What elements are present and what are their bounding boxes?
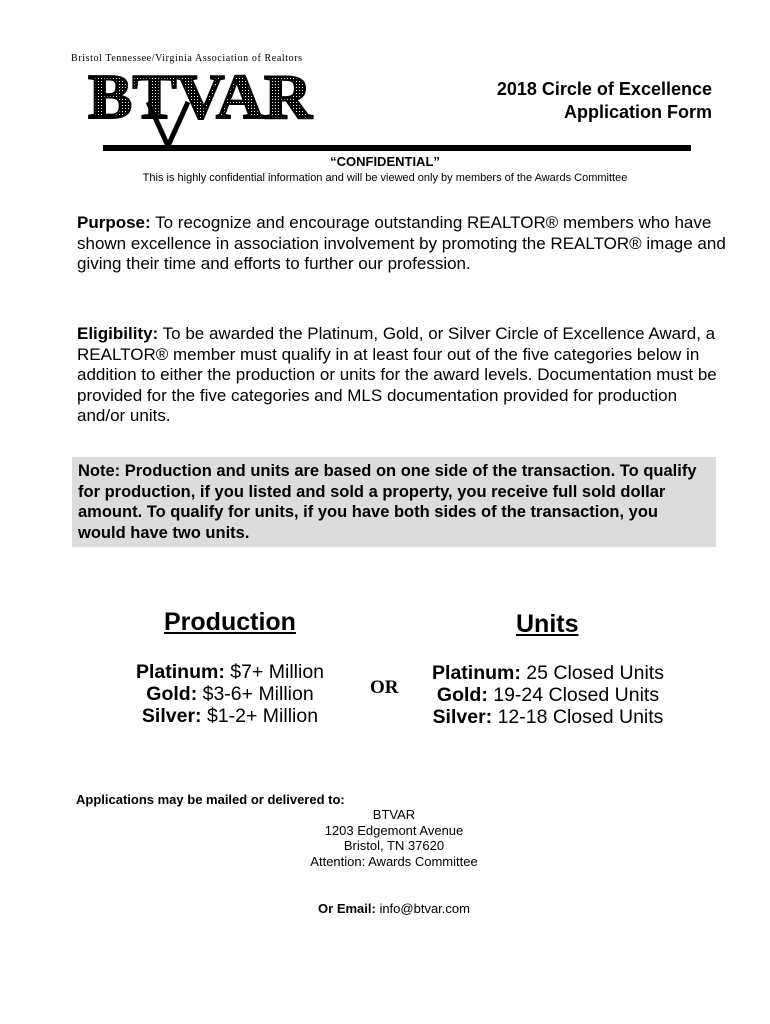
organization-name: Bristol Tennessee/Virginia Association of Realtors — [71, 53, 303, 64]
address-line: 1203 Edgemont Avenue — [324, 822, 464, 838]
eligibility-text: To be awarded the Platinum, Gold, or Silver Circle of Excellence Award, a REALTOR® member must qualify in at least four out of the five categories below in addition to either the production or units for the award levels. Documentation must be provided for the five categories and MLS documentation provided for production and/or units. — [77, 324, 717, 425]
level-value: $3-6+ Million — [197, 683, 314, 705]
level-label: Platinum: — [135, 661, 225, 683]
mailing-address — [200, 807, 588, 869]
form-title-line2: Application Form — [564, 102, 712, 122]
address-line: Bristol, TN 37620 — [343, 838, 445, 853]
header-divider — [103, 145, 691, 151]
purpose-label: Purpose: — [77, 213, 151, 232]
level-value: $1-2+ Million — [201, 705, 319, 727]
level-label: Silver: — [432, 706, 493, 728]
units-level-platinum — [420, 662, 676, 684]
note-text: Note: Production and units are based on one side of the transaction. To qualify for production, if you listed and sold a property, you receive full sold dollar amount. To qualify for units, if you have both sides of the transaction, you would have two units. — [78, 462, 697, 542]
level-label: Gold: — [436, 684, 488, 706]
purpose-text: To recognize and encourage outstanding REALTOR® members who have shown excellence in association involvement by promoting the REALTOR® image and giving their time and efforts to further our profession. — [77, 213, 726, 273]
production-level-silver — [120, 705, 340, 727]
purpose-paragraph — [77, 213, 727, 275]
form-title — [497, 78, 712, 124]
level-label: Silver: — [141, 705, 202, 727]
level-label: Platinum: — [432, 662, 521, 684]
level-value: $7+ Million — [224, 661, 325, 683]
svg-text:BTVAR: BTVAR — [88, 66, 313, 132]
units-heading: Units — [516, 610, 579, 638]
email-line — [200, 901, 588, 916]
production-level-platinum — [120, 661, 340, 683]
eligibility-paragraph — [77, 324, 727, 427]
units-levels — [420, 662, 676, 728]
address-line: BTVAR — [372, 807, 416, 822]
email-label: Or Email: — [318, 901, 376, 916]
email-address[interactable]: info@btvar.com — [375, 901, 470, 916]
confidential-label: “CONFIDENTIAL” — [330, 154, 440, 169]
level-value: 12-18 Closed Units — [492, 706, 664, 728]
production-level-gold — [120, 683, 340, 705]
btvar-logo — [86, 66, 316, 148]
units-level-gold — [420, 684, 676, 706]
level-label: Gold: — [146, 683, 198, 705]
or-label: OR — [370, 677, 399, 698]
level-value: 19-24 Closed Units — [487, 684, 660, 706]
units-level-silver — [420, 706, 676, 728]
mailing-label: Applications may be mailed or delivered to: — [76, 792, 345, 807]
address-line: Attention: Awards Committee — [310, 853, 478, 869]
eligibility-label: Eligibility: — [77, 324, 159, 343]
confidential-note: This is highly confidential information and will be viewed only by members of the Awards Committee — [142, 172, 628, 184]
note-box — [72, 457, 716, 547]
form-title-line1: 2018 Circle of Excellence — [496, 79, 712, 99]
level-value: 25 Closed Units — [520, 662, 664, 684]
production-levels — [120, 661, 340, 727]
production-heading: Production — [164, 608, 296, 636]
